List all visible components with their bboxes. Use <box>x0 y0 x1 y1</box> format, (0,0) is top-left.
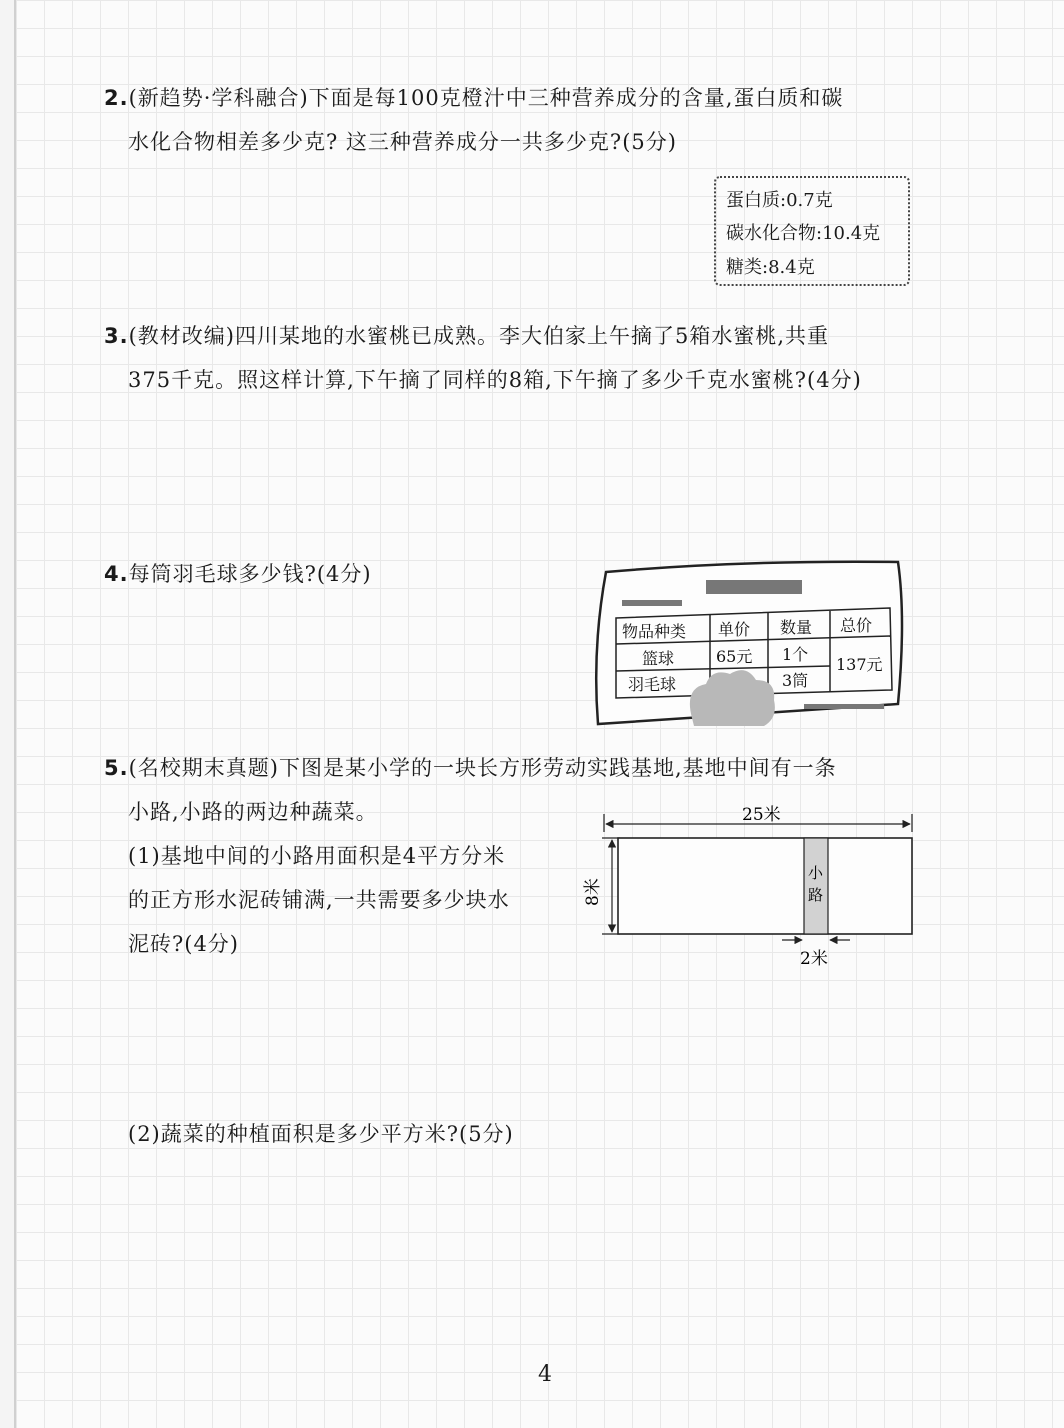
table-total: 137元 <box>836 655 883 674</box>
question-text: (新趋势·学科融合)下面是每100克橙汁中三种营养成分的含量,蛋白质和碳 <box>128 86 844 110</box>
base-rectangle <box>618 838 912 934</box>
question-3 <box>104 314 862 402</box>
worksheet-page <box>14 0 1064 1428</box>
question-number: 4. <box>104 562 129 586</box>
table-cell: 篮球 <box>642 649 675 668</box>
nutrition-box <box>714 176 910 286</box>
question-text: (1)基地中间的小路用面积是4平方分米 <box>128 844 506 868</box>
table-cell: 3筒 <box>782 671 809 690</box>
question-text: (名校期末真题)下图是某小学的一块长方形劳动实践基地,基地中间有一条 <box>128 756 837 780</box>
receipt-header-bar <box>706 580 802 594</box>
width-label: 8米 <box>583 878 603 906</box>
table-cell: 羽毛球 <box>628 675 677 694</box>
table-cell: 1个 <box>782 645 809 664</box>
question-text: 小路,小路的两边种蔬菜。 <box>128 800 378 824</box>
table-header: 单价 <box>718 620 751 639</box>
receipt-illustration <box>594 558 906 726</box>
path-label-char: 路 <box>808 886 824 904</box>
question-number: 5. <box>104 756 129 780</box>
question-5-part-2 <box>128 1112 514 1156</box>
question-number: 3. <box>104 324 129 348</box>
question-text: 375千克。照这样计算,下午摘了同样的8箱,下午摘了多少千克水蜜桃?(4分) <box>128 368 862 392</box>
question-5-part-1 <box>128 834 510 966</box>
nutrition-item: 碳水化合物:10.4克 <box>726 223 881 244</box>
path-width-label: 2米 <box>800 949 828 969</box>
base-diagram <box>576 798 916 978</box>
question-text: (教材改编)四川某地的水蜜桃已成熟。李大伯家上午摘了5箱水蜜桃,共重 <box>128 324 830 348</box>
question-text: 的正方形水泥砖铺满,一共需要多少块水 <box>128 888 510 912</box>
table-header: 数量 <box>780 618 813 637</box>
question-text: 水化合物相差多少克? 这三种营养成分一共多少克?(5分) <box>128 130 677 154</box>
length-label: 25米 <box>742 805 781 825</box>
question-text: 泥砖?(4分) <box>128 932 240 956</box>
question-number: 2. <box>104 86 129 110</box>
question-text: 每筒羽毛球多少钱?(4分) <box>128 562 372 586</box>
receipt-footer-bar <box>804 704 884 709</box>
question-2 <box>104 76 843 164</box>
path-label-char: 小 <box>808 864 824 882</box>
nutrition-item: 蛋白质:0.7克 <box>726 190 833 211</box>
table-cell: 65元 <box>716 647 753 666</box>
nutrition-item: 糖类:8.4克 <box>726 257 815 278</box>
table-header: 总价 <box>840 616 873 635</box>
question-text: (2)蔬菜的种植面积是多少平方米?(5分) <box>128 1122 514 1146</box>
page-number: 4 <box>538 1362 552 1387</box>
question-4 <box>104 552 372 596</box>
receipt-line-bar <box>622 600 682 606</box>
table-header: 物品种类 <box>622 622 687 641</box>
